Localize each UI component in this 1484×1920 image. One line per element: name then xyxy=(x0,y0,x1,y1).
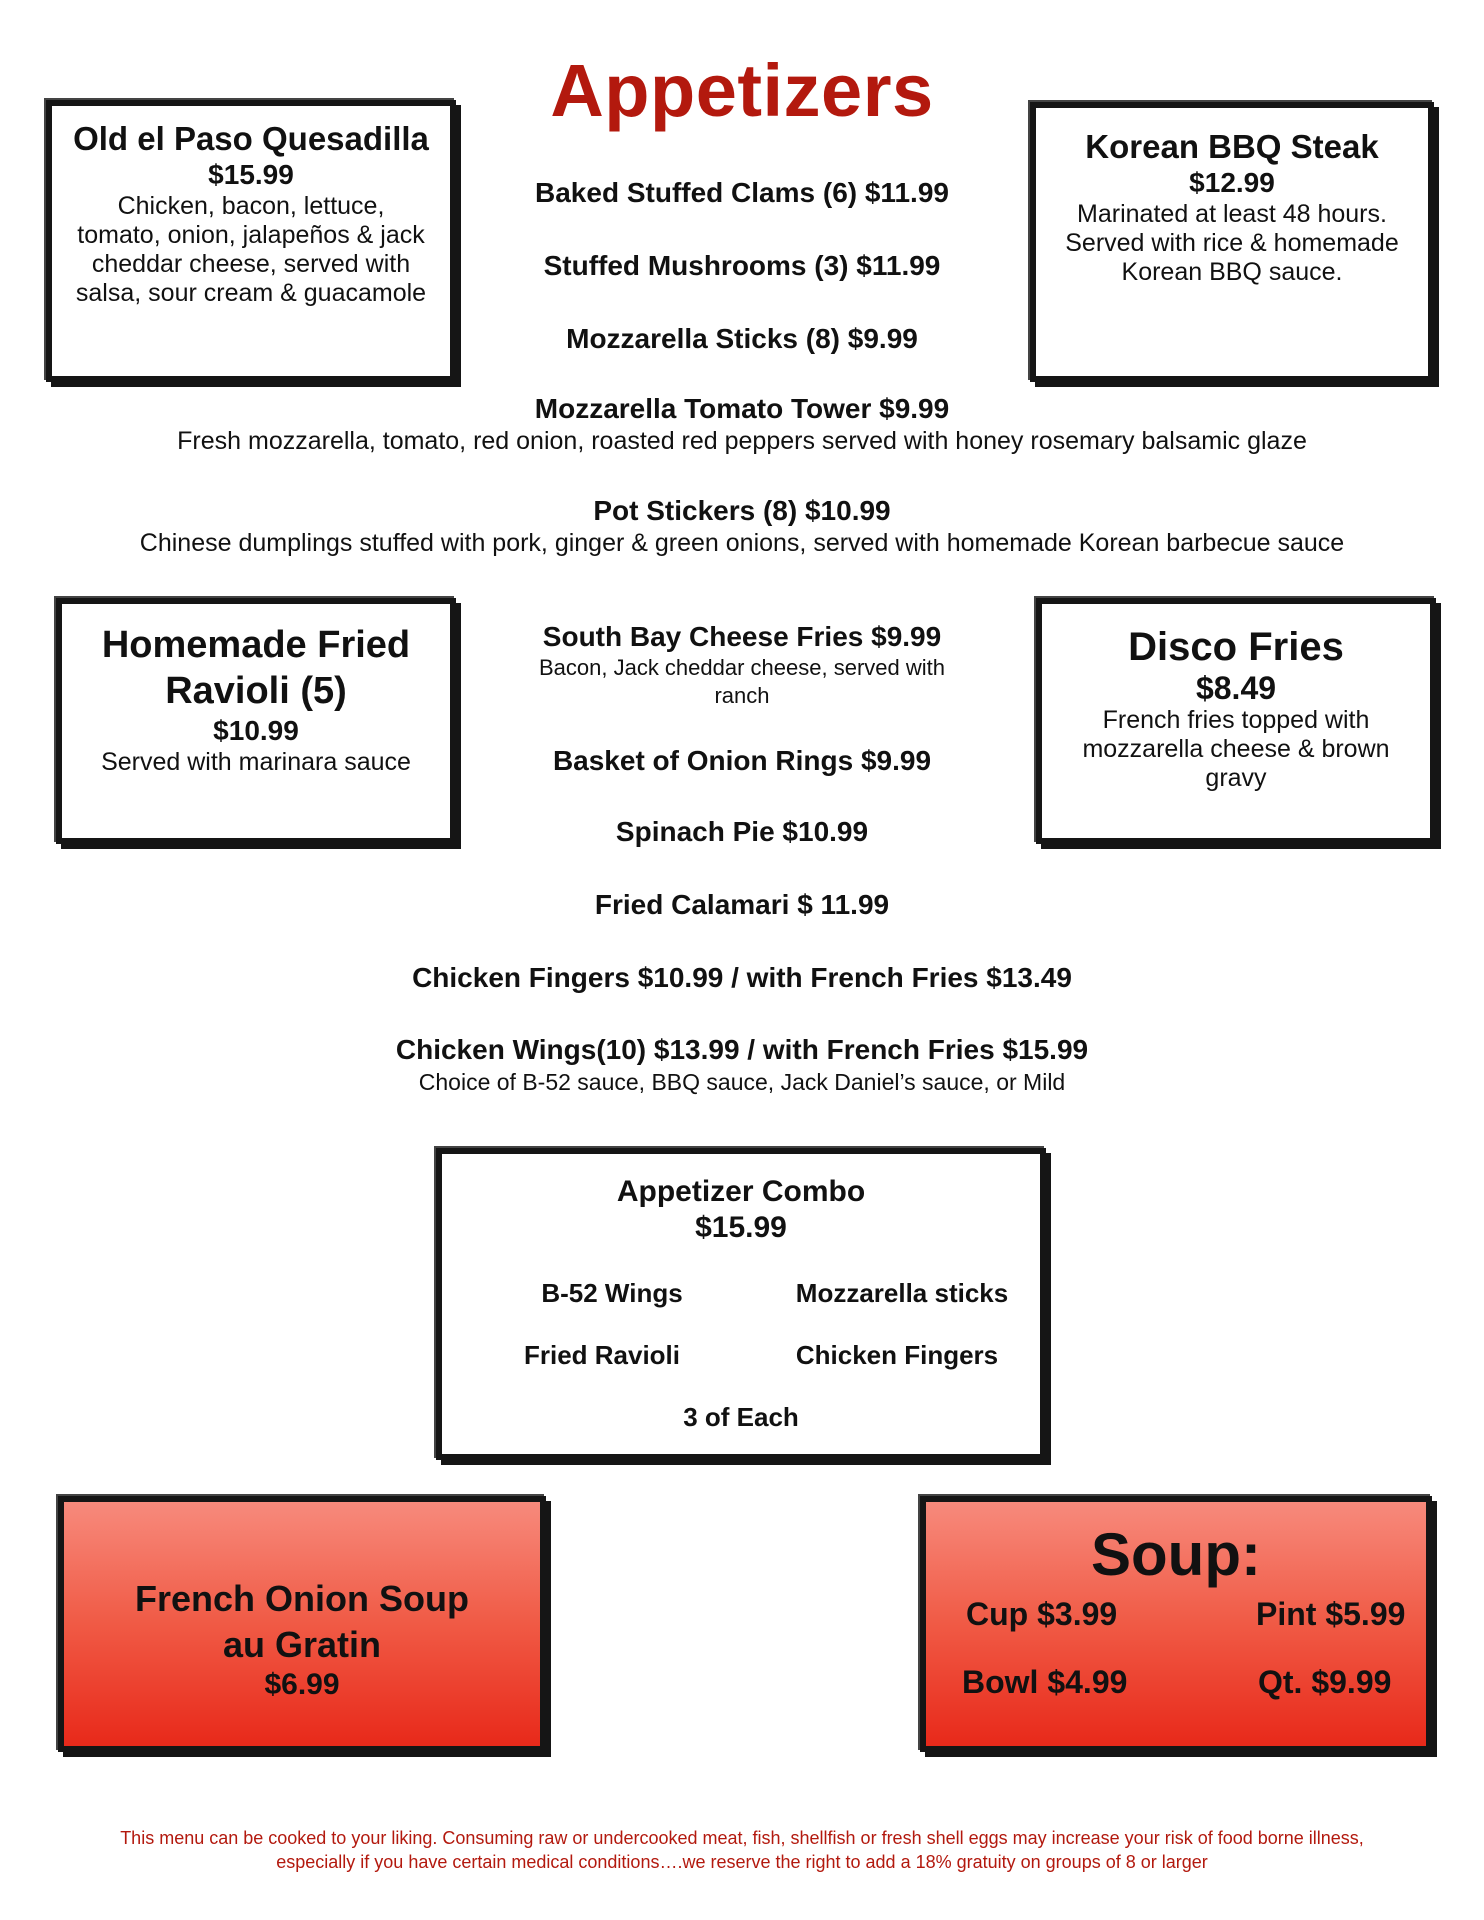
quesadilla-description: Chicken, bacon, lettuce, tomato, onion, jalapeños & jack cheddar cheese, served with salsa, sour cream & guacamole xyxy=(75,192,427,307)
menu-item-spinach-pie xyxy=(490,815,994,849)
korean-bbq-name: Korean BBQ Steak xyxy=(1085,128,1379,165)
footer-disclaimer xyxy=(40,1826,1444,1874)
menu-item-mushrooms: Stuffed Mushrooms (3) $11.99 xyxy=(543,250,941,281)
cheese-fries-name: South Bay Cheese Fries $9.99 xyxy=(542,621,942,652)
french-onion-box xyxy=(58,1496,546,1752)
korean-bbq-description: Marinated at least 48 hours. Served with rice & homemade Korean BBQ sauce. xyxy=(1065,200,1399,286)
appetizer-combo-box xyxy=(436,1148,1046,1460)
soup-box xyxy=(920,1496,1432,1752)
korean-bbq-price: $12.99 xyxy=(1189,167,1275,198)
soup-bowl-price: Bowl $4.99 xyxy=(962,1664,1128,1700)
menu-item-calamari xyxy=(490,888,994,922)
pot-stickers-description: Chinese dumplings stuffed with pork, ginger & green onions, served with homemade Korean barbecue sauce xyxy=(139,529,1345,557)
combo-item-chicken-fingers: Chicken Fingers xyxy=(795,1340,999,1370)
combo-item-mozzarella-sticks: Mozzarella sticks xyxy=(795,1278,1009,1308)
page-title: Appetizers xyxy=(550,49,934,132)
ravioli-box xyxy=(56,598,456,844)
disco-fries-box xyxy=(1036,598,1436,844)
menu-item-chicken-wings xyxy=(0,1033,1484,1097)
pot-stickers-name: Pot Stickers (8) $10.99 xyxy=(593,495,891,526)
ravioli-price: $10.99 xyxy=(213,715,299,746)
chicken-wings-description: Choice of B-52 sauce, BBQ sauce, Jack Daniel’s sauce, or Mild xyxy=(418,1069,1066,1095)
combo-item-fried-ravioli: Fried Ravioli xyxy=(523,1340,681,1370)
soup-qt-price: Qt. $9.99 xyxy=(1258,1664,1392,1700)
quesadilla-name: Old el Paso Quesadilla xyxy=(73,120,429,157)
menu-item-clams: Baked Stuffed Clams (6) $11.99 xyxy=(535,177,949,208)
footer-line-2: especially if you have certain medical conditions….we reserve the right to add a 18% gratuity on groups of 8 or larger xyxy=(276,1852,1208,1872)
french-onion-price: $6.99 xyxy=(264,1668,340,1701)
spinach-pie-name: Spinach Pie $10.99 xyxy=(615,816,869,847)
menu-item-tomato-tower xyxy=(0,392,1484,456)
menu-item-chicken-fingers xyxy=(0,961,1484,995)
disco-fries-price: $8.49 xyxy=(1195,670,1277,706)
footer-line-1: This menu can be cooked to your liking. Consuming raw or undercooked meat, fish, shellfish or fresh shell eggs may increase your risk of food borne illness, xyxy=(120,1828,1364,1848)
menu-item-mozzarella-sticks: Mozzarella Sticks (8) $9.99 xyxy=(566,323,918,354)
tomato-tower-name: Mozzarella Tomato Tower $9.99 xyxy=(534,393,950,424)
soup-title: Soup: xyxy=(1091,1521,1261,1588)
chicken-fingers-name: Chicken Fingers $10.99 / with French Fries $13.49 xyxy=(412,962,1072,993)
menu-item-pot-stickers xyxy=(0,494,1484,558)
korean-bbq-box xyxy=(1030,102,1434,382)
menu-item-onion-rings xyxy=(490,744,994,778)
disco-fries-name: Disco Fries xyxy=(1128,625,1344,669)
menu-item-cheese-fries xyxy=(512,620,972,710)
ravioli-name: Homemade Fried Ravioli (5) xyxy=(101,624,411,712)
combo-note: 3 of Each xyxy=(683,1402,799,1432)
top-items xyxy=(490,176,994,356)
tomato-tower-description: Fresh mozzarella, tomato, red onion, roasted red peppers served with honey rosemary balsamic glaze xyxy=(177,427,1307,455)
soup-cup-price: Cup $3.99 xyxy=(966,1596,1118,1632)
disco-fries-description: French fries topped with mozzarella cheese & brown gravy xyxy=(1082,706,1390,792)
chicken-wings-name: Chicken Wings(10) $13.99 / with French Fries $15.99 xyxy=(395,1034,1089,1065)
onion-rings-name: Basket of Onion Rings $9.99 xyxy=(552,745,932,776)
quesadilla-box xyxy=(46,100,456,382)
soup-pint-price: Pint $5.99 xyxy=(1256,1596,1406,1632)
combo-title: Appetizer Combo xyxy=(616,1175,866,1208)
combo-price: $15.99 xyxy=(695,1211,787,1244)
quesadilla-price: $15.99 xyxy=(208,159,294,190)
cheese-fries-description: Bacon, Jack cheddar cheese, served with ranch xyxy=(538,655,945,708)
ravioli-description: Served with marinara sauce xyxy=(101,748,411,776)
french-onion-name: French Onion Soup au Gratin xyxy=(135,1578,469,1665)
combo-item-b52-wings: B-52 Wings xyxy=(541,1278,683,1308)
calamari-name: Fried Calamari $ 11.99 xyxy=(594,889,890,920)
